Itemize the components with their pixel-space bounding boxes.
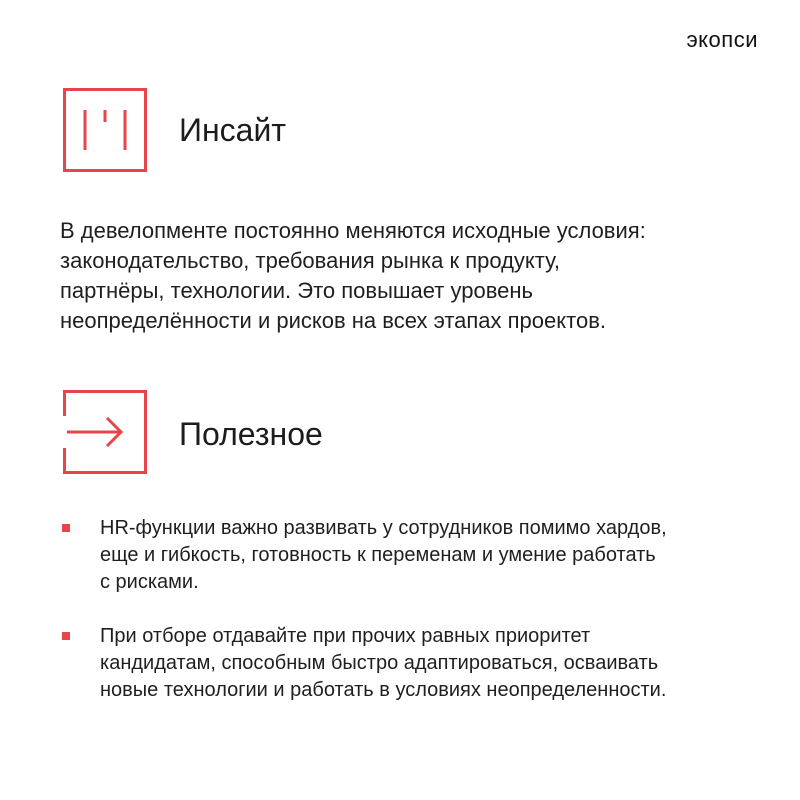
bullet-line: HR-функции важно развивать у сотрудников помимо хардов, <box>100 517 667 539</box>
insight-title: Инсайт <box>179 112 286 148</box>
insight-paragraph-line: неопределённости и рисков на всех этапах проектов. <box>60 308 607 333</box>
useful-title: Полезное <box>179 416 323 452</box>
list-item <box>60 623 760 704</box>
bullet-line: с рисками. <box>100 571 199 593</box>
bullet-square-icon <box>62 524 70 532</box>
insight-paragraph-line: законодательство, требования рынка к продукту, <box>60 248 561 273</box>
brand-logo: экопси <box>686 27 758 52</box>
arrow-in-box-icon <box>63 390 147 474</box>
list-item <box>60 515 760 596</box>
insight-paragraph-line: партнёры, технологии. Это повышает уровень <box>60 278 533 303</box>
bullet-line: При отборе отдавайте при прочих равных приоритет <box>100 625 591 647</box>
bullet-line: еще и гибкость, готовность к переменам и умение работать <box>100 544 656 566</box>
insight-paragraph <box>60 216 760 336</box>
useful-bullet-list <box>60 515 760 731</box>
bullet-square-icon <box>62 632 70 640</box>
bullet-line: кандидатам, способным быстро адаптироваться, осваивать <box>100 652 659 674</box>
tick-marks-box-icon <box>63 88 147 172</box>
bullet-line: новые технологии и работать в условиях неопределенности. <box>100 679 667 701</box>
insight-paragraph-line: В девелопменте постоянно меняются исходные условия: <box>60 218 646 243</box>
